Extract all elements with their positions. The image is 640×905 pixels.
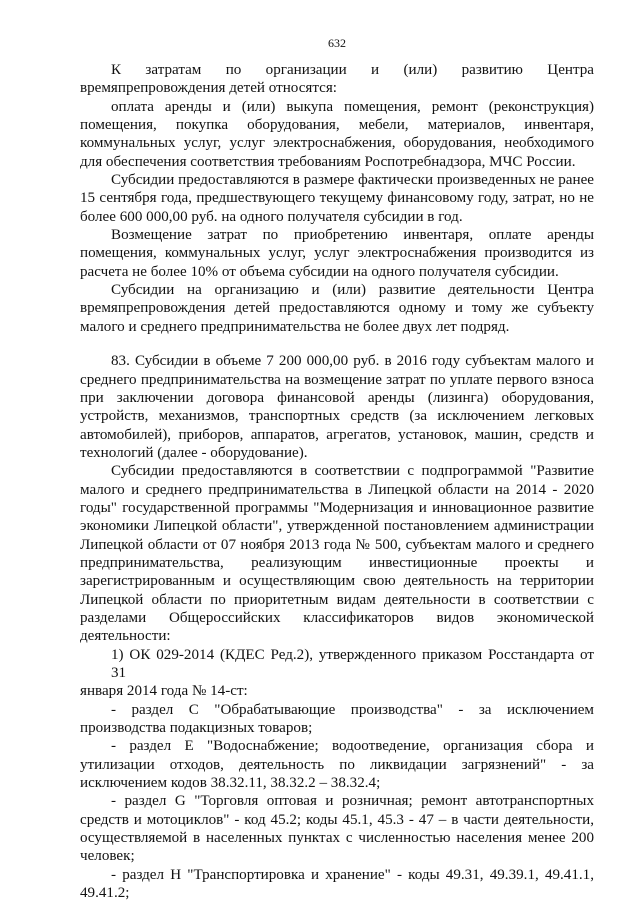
paragraph-section-g: [80, 792, 594, 865]
text-line: среднего предпринимательства на возмещение затрат по уплате первого взноса: [80, 371, 594, 388]
text-line: при заключении договора финансовой аренды (лизинга) оборудования,: [80, 389, 594, 406]
text-line: утилизации отходов, деятельность по ликвидации загрязнений" - за: [80, 756, 594, 773]
text-line: времяпрепровождения детей относятся:: [80, 80, 337, 97]
text-line: Липецкой области по приоритетным видам деятельности в соответствии с: [80, 591, 594, 608]
text-line: средств и мотоциклов" - код 45.2; коды 45.1, 45.3 - 47 – в части деятельности,: [80, 811, 594, 828]
paragraph-reimbursement-limit: [80, 226, 594, 281]
text-line: 1) ОК 029-2014 (КДЕС Ред.2), утвержденного приказом Росстандарта от 31: [111, 646, 594, 681]
text-line: деятельности:: [80, 628, 171, 645]
paragraph-section-c: [80, 701, 594, 738]
text-line: зарегистрированным и осуществляющим свою деятельность на территории: [80, 573, 594, 590]
text-line: оплата аренды и (или) выкупа помещения, ремонт (реконструкция): [111, 98, 594, 115]
text-line: Субсидии предоставляются в соответствии с подпрограммой "Развитие: [111, 463, 594, 480]
text-line: коммунальных услуг, услуг электроснабжения, оборудования, необходимого: [80, 135, 594, 152]
text-line: расчета не более 10% от объема субсидии на одного получателя субсидии.: [80, 263, 559, 280]
text-line: Липецкой области от 07 ноября 2013 года № 500, субъектам малого и среднего: [80, 536, 594, 553]
text-line: технологий (далее - оборудование).: [80, 444, 308, 461]
text-line: помещения, коммунальных услуг, услуг электроснабжения производится из: [80, 245, 594, 262]
text-line: устройств, механизмов, транспортных средств (за исключением легковых: [80, 408, 594, 425]
text-line: К затратам по организации и (или) развитию Центра: [111, 62, 594, 78]
text-line: - раздел G "Торговля оптовая и розничная; ремонт автотранспортных: [111, 793, 594, 810]
text-line: годы" государственной программы "Модернизация и инновационное развитие: [80, 499, 594, 516]
text-line: исключением кодов 38.32.11, 38.32.2 – 38.32.4;: [80, 775, 381, 792]
paragraph-subsidy-period: [80, 281, 594, 336]
text-line: для обеспечения соответствия требованиям Роспотребнадзора, МЧС России.: [80, 153, 576, 170]
text-line: помещения, покупка оборудования, мебели, материалов, инвентаря,: [80, 117, 594, 134]
text-line: 15 сентября года, предшествующего текущему финансовому году, затрат, но не: [80, 190, 594, 207]
text-line: Субсидии предоставляются в размере фактически произведенных не ранее: [111, 172, 594, 189]
text-line: 49.41.2;: [80, 885, 130, 902]
text-line: предпринимательства, реализующим инвестиционные проекты и: [80, 554, 594, 571]
paragraph-subsidy-amount: [80, 171, 594, 226]
text-line: Субсидии на организацию и (или) развитие деятельности Центра: [111, 282, 594, 299]
text-line: времяпрепровождения детей предоставляются одному и тому же субъекту: [80, 300, 594, 317]
paragraph-section-h: [80, 866, 594, 903]
text-line: человек;: [80, 848, 135, 865]
page-number: 632: [328, 36, 346, 50]
text-line: автомобилей), приборов, аппаратов, агрегатов, установок, машин, средств и: [80, 426, 594, 443]
text-line: экономики Липецкой области", утвержденной постановлением администрации: [80, 518, 594, 535]
text-line: осуществляемой в населенных пунктах с численностью населения менее 200: [80, 830, 594, 847]
text-line: Возмещение затрат по приобретению инвентаря, оплате аренды: [111, 227, 594, 244]
paragraph-item-83: [80, 352, 594, 462]
paragraph-center-costs-intro: [80, 61, 594, 98]
text-line: - раздел H "Транспортировка и хранение" - коды 49.31, 49.39.1, 49.41.1,: [111, 866, 594, 883]
text-line: производства подакцизных товаров;: [80, 720, 313, 737]
text-line: малого и среднего предпринимательства не более двух лет подряд.: [80, 318, 510, 335]
text-line: - раздел E "Водоснабжение; водоотведение, организация сбора и: [111, 738, 594, 755]
paragraph-classifier: [80, 646, 594, 701]
text-line: января 2014 года № 14-ст:: [80, 683, 248, 700]
text-line: разделами Общероссийских классификаторов видов экономической: [80, 609, 594, 626]
paragraph-center-costs-list: [80, 98, 594, 171]
paragraph-subprogram: [80, 462, 594, 645]
text-line: 83. Субсидии в объеме 7 200 000,00 руб. в 2016 году субъектам малого и: [111, 353, 594, 370]
text-line: малого и среднего предпринимательства в Липецкой области на 2014 - 2020: [80, 481, 594, 498]
text-line: более 600 000,00 руб. на одного получателя субсидии в год.: [80, 208, 463, 225]
text-line: - раздел C "Обрабатывающие производства" - за исключением: [111, 701, 594, 718]
paragraph-section-e: [80, 737, 594, 792]
